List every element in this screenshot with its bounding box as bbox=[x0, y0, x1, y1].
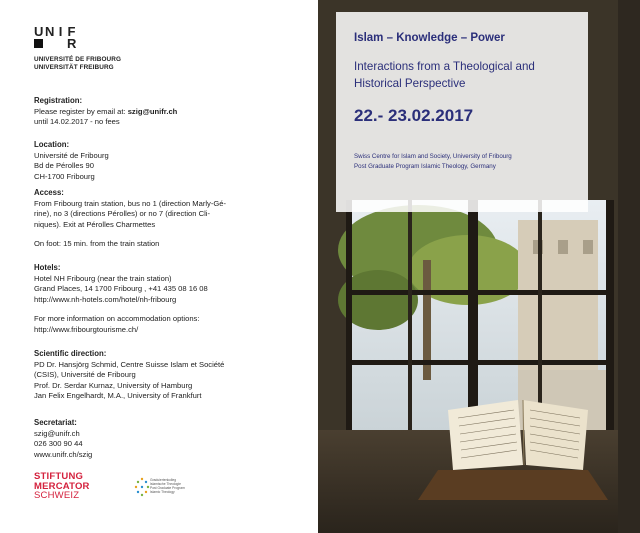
poster-title-box bbox=[336, 12, 588, 212]
scientific-section: Scientific direction: PD Dr. Hansjörg Schmid, Centre Suisse Islam et Société (CSIS), Université de Fribourg Prof. Dr. Serdar Kurnaz, University of Hamburg Jan Felix Engelhardt, M.A., University of Frankfurt bbox=[34, 349, 304, 402]
access-section: Access: From Fribourg train station, bus no 1 (direction Marly-Gé- rine), no 3 (directions Pérolles) or no 7 (direction Cli- niques). Exit at Pérolles Charmettes On foot: 15 min. from the train station bbox=[34, 188, 304, 250]
islamic-theology-logo-text: Graduiertenkolleg Islamische Theologie Post Graduate Program Islamic Theology bbox=[150, 478, 185, 494]
registration-email: szig@unifr.ch bbox=[127, 106, 178, 116]
secretariat-phone: 026 300 90 44 bbox=[34, 439, 83, 449]
poster-subtitle: Interactions from a Theological and Historical Perspective bbox=[354, 60, 535, 90]
poster-organizers: Swiss Centre for Islam and Society, University of Fribourg Post Graduate Program Islamic Theology, Germany bbox=[354, 153, 512, 170]
dots-icon bbox=[134, 476, 150, 506]
logo-square bbox=[34, 39, 43, 48]
secretariat-section bbox=[34, 418, 304, 460]
hotel-link[interactable]: http://www.nh-hotels.com/hotel/nh-fribourg bbox=[34, 294, 177, 304]
university-name: UNIVERSITÉ DE FRIBOURG UNIVERSITÄT FREIBURG bbox=[34, 56, 122, 71]
scientific-heading: Scientific direction: bbox=[34, 349, 107, 358]
hotels-section: Hotels: Hotel NH Fribourg (near the train station) Grand Places, 14 1700 Fribourg , +41 435 08 16 08 http://www.nh-hotels.com/hotel/nh-fribourg For more information on accommodation options: http://www.fribourgtourisme.ch/ bbox=[34, 263, 304, 336]
registration-heading: Registration: bbox=[34, 96, 83, 105]
access-heading: Access: bbox=[34, 188, 64, 197]
tourism-link[interactable]: http://www.fribourgtourisme.ch/ bbox=[34, 324, 139, 334]
secretariat-email[interactable]: szig@unifr.ch bbox=[34, 428, 80, 438]
registration-section: Registration: Please register by email at: szig@unifr.ch until 14.02.2017 - no fees bbox=[34, 96, 304, 128]
islamic-theology-logo bbox=[134, 476, 204, 506]
secretariat-website[interactable]: www.unifr.ch/szig bbox=[34, 449, 93, 459]
unifr-logo-mark: U N I F R bbox=[34, 24, 77, 51]
location-section: Location: Université de Fribourg Bd de Pérolles 90 CH-1700 Fribourg bbox=[34, 140, 304, 182]
secretariat-heading: Secretariat: bbox=[34, 418, 77, 427]
hotels-heading: Hotels: bbox=[34, 263, 61, 272]
poster-title: Islam – Knowledge – Power bbox=[354, 32, 505, 44]
mercator-logo: STIFTUNG MERCATOR SCHWEIZ bbox=[34, 471, 90, 502]
unifr-logo bbox=[34, 26, 121, 72]
poster-photo-panel bbox=[318, 0, 640, 533]
poster-dates: 22.- 23.02.2017 bbox=[354, 106, 474, 125]
info-column bbox=[0, 0, 318, 533]
location-heading: Location: bbox=[34, 140, 70, 149]
